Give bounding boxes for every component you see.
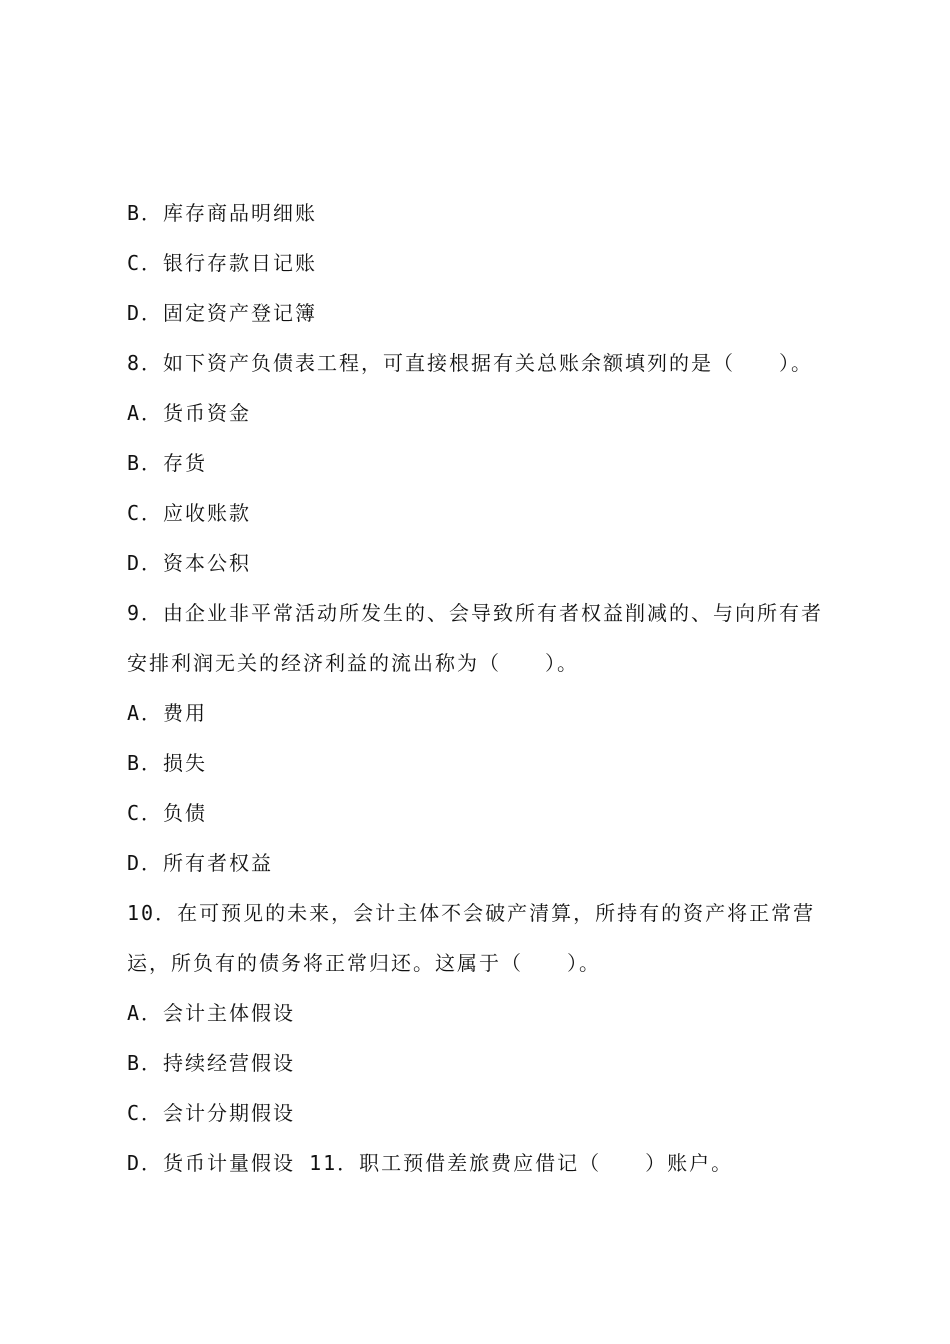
option-b-q9: B．损失 [127, 751, 208, 775]
option-c-q10: C．会计分期假设 [127, 1101, 296, 1125]
option-b-q8: B．存货 [127, 451, 208, 475]
question-10-line-2: 运，所负有的债务将正常归还。这属于（ ）。 [127, 951, 601, 975]
question-10-line-1: 10．在可预见的未来，会计主体不会破产清算，所持有的资产将正常营 [127, 901, 816, 925]
option-a-q8: A．货币资金 [127, 401, 252, 425]
document-body [127, 188, 837, 1188]
option-b-q7: B．库存商品明细账 [127, 201, 318, 225]
option-d-q9: D．所有者权益 [127, 851, 274, 875]
question-8: 8．如下资产负债表工程，可直接根据有关总账余额填列的是（ ）。 [127, 351, 814, 375]
question-9-line-2: 安排利润无关的经济利益的流出称为（ ）。 [127, 651, 579, 675]
option-d-q8: D．资本公积 [127, 551, 252, 575]
option-a-q9: A．费用 [127, 701, 208, 725]
option-d-q7: D．固定资产登记簿 [127, 301, 318, 325]
option-c-q9: C．负债 [127, 801, 208, 825]
option-b-q10: B．持续经营假设 [127, 1051, 296, 1075]
option-c-q8: C．应收账款 [127, 501, 252, 525]
option-c-q7: C．银行存款日记账 [127, 251, 318, 275]
option-d-q10-and-question-11: D．货币计量假设 11．职工预借差旅费应借记（ ）账户。 [127, 1151, 734, 1175]
option-a-q10: A．会计主体假设 [127, 1001, 296, 1025]
question-9-line-1: 9．由企业非平常活动所发生的、会导致所有者权益削减的、与向所有者 [127, 601, 824, 625]
